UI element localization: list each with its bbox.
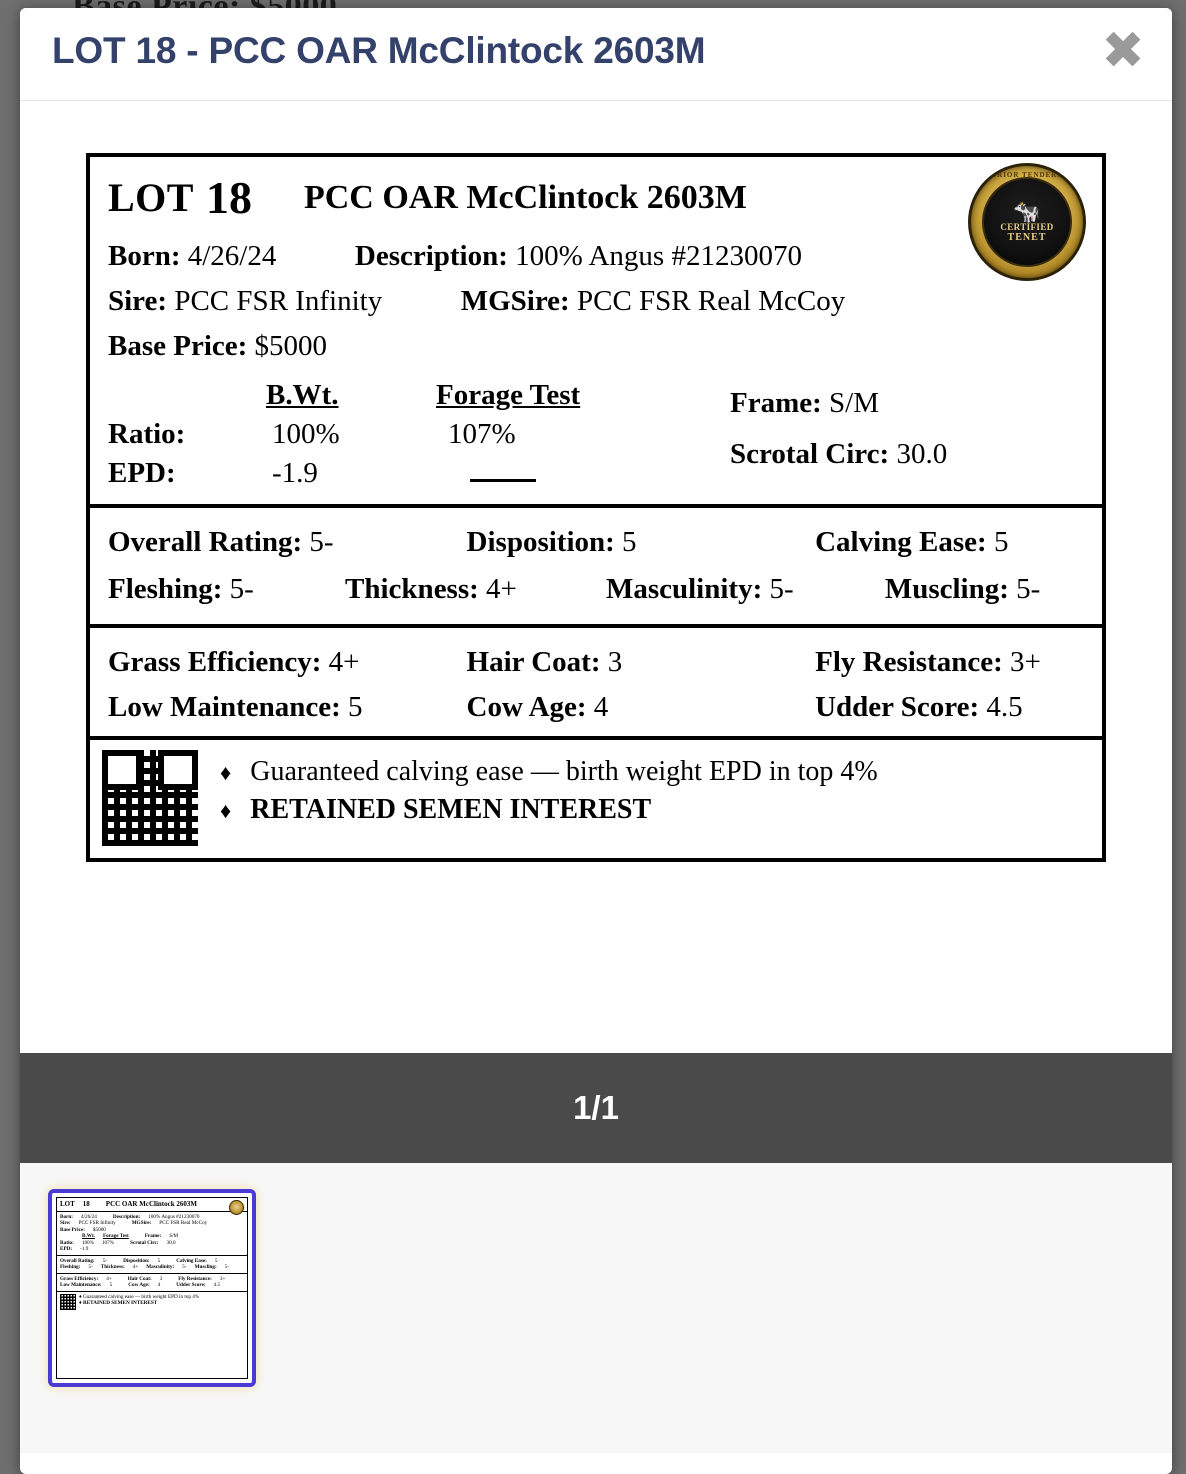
- thumb-mgsire-value: PCC FSR Real McCoy: [159, 1220, 208, 1227]
- thumb-muscling-label: Muscling:: [194, 1264, 217, 1271]
- frame-value: S/M: [829, 387, 880, 419]
- bwt-column-header: B.Wt.: [266, 379, 339, 411]
- udder-score-value: 4.5: [986, 691, 1023, 723]
- thumb-bullet-1: ♦: [79, 1293, 82, 1300]
- thumb-overall-value: 5-: [102, 1257, 108, 1264]
- note-item-2-text: RETAINED SEMEN INTEREST: [250, 794, 652, 825]
- muscling-value: 5-: [1016, 573, 1041, 605]
- thumb-lot-number: 18: [82, 1200, 90, 1208]
- thumb-desc-label: Description:: [112, 1213, 141, 1220]
- measurements-corner: [108, 379, 266, 412]
- thumb-notes-row: [60, 1294, 244, 1310]
- udder-score-label: Udder Score:: [815, 691, 980, 723]
- mgsire-value: PCC FSR Real McCoy: [576, 285, 846, 317]
- fly-resistance-label: Fly Resistance:: [815, 646, 1003, 678]
- thumb-scrotal-label: Scrotal Circ:: [130, 1239, 159, 1246]
- frame-row: [730, 387, 1070, 420]
- lot-number: 18: [205, 172, 252, 223]
- thumb-ratio-bwt: 100%: [81, 1239, 94, 1246]
- thumb-udder-value: 4.5: [213, 1282, 221, 1289]
- thumb-epd-bwt: -1.9: [80, 1246, 89, 1253]
- thumb-sire-label: Sire:: [60, 1220, 71, 1227]
- ratings-section: [90, 504, 1102, 624]
- thumb-lowmaint-label: Low Maintenance:: [60, 1282, 102, 1289]
- calving-ease-cell: [815, 526, 1084, 559]
- thumb-thickness-value: 4+: [132, 1264, 139, 1271]
- calving-ease-value: 5: [993, 526, 1009, 558]
- sire-row: [108, 285, 1084, 318]
- thickness-value: 4+: [486, 573, 517, 605]
- seal-line1: CERTIFIED: [1000, 221, 1054, 232]
- thumb-epd-label: EPD:: [60, 1246, 73, 1253]
- muscling-cell: [885, 573, 1084, 606]
- thickness-label: Thickness:: [345, 573, 479, 605]
- thumb-masc-value: 5-: [182, 1264, 187, 1271]
- ratio-label: Ratio:: [108, 418, 186, 450]
- base-price-value: $5000: [254, 330, 328, 362]
- ratings-row-2: [108, 573, 1084, 606]
- thumbnail-qr-icon: [60, 1294, 76, 1310]
- lot-word: LOT: [108, 175, 194, 220]
- low-maintenance-value: 5: [348, 691, 363, 723]
- thumb-animal-name: PCC OAR McClintock 2603M: [105, 1200, 197, 1208]
- note-item-1-text: Guaranteed calving ease — birth weight EPD in top 4%: [250, 756, 878, 787]
- epd-label: EPD:: [108, 457, 176, 489]
- thumb-mgsire-label: MGSire:: [131, 1220, 152, 1227]
- calving-ease-label: Calving Ease:: [815, 526, 987, 558]
- modal-header: [20, 8, 1172, 101]
- bullet-marker-icon-2: ♦: [220, 798, 232, 823]
- thumb-born-value: 4/26/24: [80, 1213, 97, 1220]
- base-price-label: Base Price:: [108, 330, 248, 362]
- lot-card: [86, 153, 1106, 862]
- measurements-table: [108, 379, 1084, 494]
- masculinity-cell: [606, 573, 885, 606]
- thumb-ratio-label: Ratio:: [60, 1239, 74, 1246]
- cow-age-value: 4: [593, 691, 609, 723]
- thumb-disp-label: Disposition:: [123, 1257, 150, 1264]
- epd-forage-value: [442, 457, 678, 490]
- lot-detail-modal: [20, 8, 1172, 1474]
- cow-age-label: Cow Age:: [466, 691, 587, 723]
- description-value: 100% Angus #21230070: [515, 240, 802, 272]
- thumb-price-value: $5000: [92, 1226, 106, 1233]
- thumb-ratings-row-2: [60, 1264, 244, 1271]
- thumb-fleshing-label: Fleshing:: [60, 1264, 81, 1271]
- thumb-scrotal-value: 30.0: [166, 1239, 176, 1246]
- ratio-forage-value: 107%: [448, 418, 516, 450]
- thickness-cell: [345, 573, 606, 606]
- thumb-note-2: [79, 1300, 199, 1307]
- cow-age-cell: [467, 691, 816, 724]
- thumb-disp-value: 5: [157, 1257, 161, 1264]
- efficiency-row-2: [108, 691, 1084, 724]
- notes-section: [90, 736, 1102, 858]
- notes-row: [90, 740, 1102, 858]
- efficiency-row-1: [108, 646, 1084, 679]
- lot-card-header: [90, 157, 1102, 243]
- disposition-label: Disposition:: [466, 526, 615, 558]
- disposition-cell: [467, 526, 816, 559]
- born-value: 4/26/24: [187, 240, 277, 272]
- thumb-muscling-value: 5-: [224, 1264, 230, 1271]
- thumb-calving-value: 5: [214, 1257, 218, 1264]
- hair-coat-cell: [467, 646, 816, 679]
- scrotal-row: [730, 438, 1070, 471]
- thumb-fly-label: Fly Resistance:: [178, 1275, 212, 1282]
- low-maintenance-label: Low Maintenance:: [108, 691, 341, 723]
- animal-name: PCC OAR McClintock 2603M: [303, 178, 747, 216]
- hair-coat-value: 3: [607, 646, 623, 678]
- frame-scrotal-group: [730, 387, 1070, 489]
- mgsire-label: MGSire:: [460, 285, 570, 317]
- sire-value: PCC FSR Infinity: [174, 285, 383, 317]
- certified-tenet-seal-icon: [968, 163, 1086, 281]
- note-item-2: [220, 794, 878, 826]
- epd-bwt-value: -1.9: [272, 457, 318, 489]
- thumb-price-label: Base Price:: [60, 1226, 85, 1233]
- thumbnail-seal-icon: [229, 1200, 244, 1215]
- seal-inner: [982, 177, 1072, 267]
- masculinity-label: Masculinity:: [605, 573, 763, 605]
- fleshing-label: Fleshing:: [108, 573, 223, 605]
- thumb-masc-label: Masculinity:: [146, 1264, 175, 1271]
- hair-coat-label: Hair Coat:: [466, 646, 601, 678]
- qr-code-icon: [102, 750, 198, 846]
- thumb-forage-header: Forage Test: [102, 1233, 129, 1240]
- image-pager: [20, 1053, 1172, 1163]
- overall-rating-cell: [108, 526, 467, 559]
- description-label: Description:: [354, 240, 508, 272]
- thumb-udder-label: Udder Score:: [176, 1282, 206, 1289]
- thumb-ratio-forage: 107%: [101, 1239, 115, 1246]
- thumb-born-label: Born:: [60, 1213, 73, 1220]
- efficiency-section: [90, 624, 1102, 736]
- masculinity-value: 5-: [769, 573, 794, 605]
- scrotal-label: Scrotal Circ:: [730, 438, 890, 470]
- ratings-row-1: [108, 526, 1084, 559]
- fly-resistance-value: 3+: [1010, 646, 1041, 678]
- grass-efficiency-label: Grass Efficiency:: [108, 646, 322, 678]
- thumb-bwt-header: B.Wt.: [82, 1233, 95, 1240]
- thumbnail-title: [60, 1200, 244, 1209]
- thumb-sire-value: PCC FSR Infinity: [78, 1220, 116, 1227]
- thumb-desc-value: 100% Angus #21230070: [148, 1213, 200, 1220]
- grass-efficiency-value: 4+: [328, 646, 360, 678]
- thumb-eff-row-2: [60, 1282, 244, 1289]
- thumb-cowage-label: Cow Age:: [128, 1282, 150, 1289]
- ratio-bwt-value: 100%: [272, 418, 340, 450]
- notes-list: [220, 750, 878, 832]
- page-title: LOT 18 - PCC OAR McClintock 2603M: [52, 30, 706, 71]
- disposition-value: 5: [622, 526, 637, 558]
- thumbnail-preview: [56, 1197, 248, 1379]
- thumb-grass-label: Grass Efficiency:: [60, 1275, 99, 1282]
- lot-image-area: [20, 101, 1172, 1053]
- thumb-calving-label: Calving Ease:: [176, 1257, 207, 1264]
- thumb-overall-label: Overall Rating:: [60, 1257, 95, 1264]
- close-icon[interactable]: ✖: [1101, 21, 1145, 81]
- thumb-hair-label: Hair Coat:: [127, 1275, 152, 1282]
- base-price-row: [108, 330, 1084, 363]
- forage-column-header: Forage Test: [436, 379, 581, 411]
- pager-count: 1/1: [573, 1089, 619, 1126]
- seal-line2: TENET: [1007, 231, 1047, 243]
- overall-rating-value: 5-: [309, 526, 334, 558]
- born-row: [108, 240, 1084, 273]
- thumb-frame-label: Frame:: [144, 1233, 162, 1240]
- low-maintenance-cell: [108, 691, 467, 724]
- thumb-note-2-text: RETAINED SEMEN INTEREST: [82, 1300, 158, 1307]
- fleshing-value: 5-: [229, 573, 254, 605]
- udder-score-cell: [815, 691, 1084, 724]
- frame-label: Frame:: [730, 387, 822, 419]
- thumb-bullet-2: ♦: [79, 1300, 82, 1307]
- thumbnail-item-1[interactable]: [48, 1189, 256, 1387]
- thumb-note-1-text: Guaranteed calving ease — birth weight EPD in top 4%: [82, 1293, 200, 1300]
- bullet-marker-icon: ♦: [220, 760, 232, 785]
- thumb-lot-word: LOT: [60, 1200, 75, 1208]
- born-label: Born:: [108, 240, 181, 272]
- sire-label: Sire:: [108, 285, 168, 317]
- thumb-frame-value: S/M: [169, 1233, 179, 1240]
- scrotal-value: 30.0: [896, 438, 948, 470]
- cow-icon: 🐄: [1013, 198, 1041, 224]
- muscling-label: Muscling:: [884, 573, 1009, 605]
- thumb-fleshing-value: 5-: [88, 1264, 93, 1271]
- fly-resistance-cell: [815, 646, 1084, 679]
- thumbnail-strip: [20, 1163, 1172, 1453]
- thumb-lowmaint-value: 5: [109, 1282, 113, 1289]
- overall-rating-label: Overall Rating:: [108, 526, 303, 558]
- lot-card-identity-section: [90, 240, 1102, 504]
- note-item-1: [220, 756, 878, 788]
- thumb-grass-value: 4+: [106, 1275, 112, 1282]
- grass-efficiency-cell: [108, 646, 467, 679]
- thumb-fly-value: 3+: [219, 1275, 226, 1282]
- thumb-cowage-value: 4: [157, 1282, 161, 1289]
- thumb-hair-value: 3: [159, 1275, 163, 1282]
- thumb-thickness-label: Thickness:: [100, 1264, 125, 1271]
- fleshing-cell: [108, 573, 345, 606]
- seal-top-text: SUPERIOR TENDERNESS: [975, 171, 1079, 179]
- thumb-epd-row: [60, 1246, 244, 1253]
